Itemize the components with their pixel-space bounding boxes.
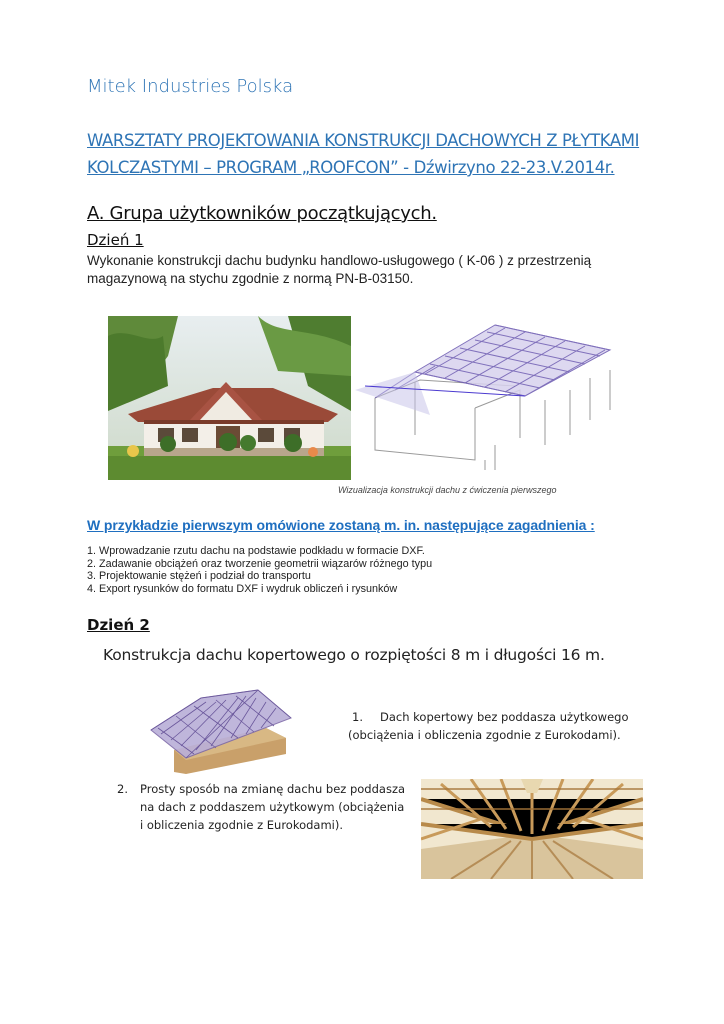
item-1-line-2: (obciążenia i obliczenia zgodnie z Eurokodami).	[348, 728, 621, 742]
day1-description	[87, 252, 667, 288]
day2-intro: Konstrukcja dachu kopertowego o rozpiętości 8 m i długości 16 m.	[103, 646, 605, 664]
topics-list	[87, 545, 432, 595]
workshop-title	[87, 127, 647, 181]
figure-caption: Wizualizacja konstrukcji dachu z ćwiczenia pierwszego	[338, 485, 557, 495]
hip-roof-image	[146, 688, 294, 774]
title-line-2: KOLCZASTYMI – PROGRAM „ROOFCON” - Dźwirzyno 22-23.V.2014r.	[87, 158, 615, 177]
roof-structure-visualization	[355, 320, 618, 470]
house-photo	[108, 316, 351, 480]
list-item: 3. Projektowanie stężeń i podział do transportu	[87, 570, 311, 582]
item-2-number: 2.	[117, 782, 128, 796]
day2-item-2	[117, 780, 407, 834]
item-1-line-1: Dach kopertowy bez poddasza użytkowego	[380, 710, 629, 724]
day1-desc-line-1: Wykonanie konstrukcji dachu budynku handlowo-usługowego ( K-06 ) z przestrzenią	[87, 253, 592, 268]
attic-rafters-image	[421, 779, 643, 879]
day1-label: Dzień 1	[87, 231, 144, 249]
list-item: 2. Zadawanie obciążeń oraz tworzenie geometrii wiązarów różnego typu	[87, 557, 433, 570]
list-item: 4. Export rysunków do formatu DXF i wydruk obliczeń i rysunków	[87, 582, 398, 595]
list-item: 1. Wprowadzanie rzutu dachu na podstawie podkładu w formacie DXF.	[87, 545, 425, 557]
company-name: Mitek Industries Polska	[87, 76, 294, 97]
day1-desc-line-2: magazynową na stychu zgodnie z normą PN-B-03150.	[87, 271, 414, 286]
title-line-1: WARSZTATY PROJEKTOWANIA KONSTRUKCJI DACHOWYCH Z PŁYTKAMI	[87, 131, 640, 150]
item-1-number: 1.	[352, 710, 363, 724]
topics-heading: W przykładzie pierwszym omówione zostaną m. in. następujące zagadnienia :	[87, 517, 595, 533]
item-2-text: Prosty sposób na zmianę dachu bez poddasza na dach z poddaszem użytkowym (obciążenia i obliczenia zgodnie z Eurokodami).	[140, 782, 406, 832]
day2-label: Dzień 2	[87, 616, 150, 634]
day2-item-1	[340, 708, 640, 744]
section-a-heading: A. Grupa użytkowników początkujących.	[87, 203, 437, 224]
